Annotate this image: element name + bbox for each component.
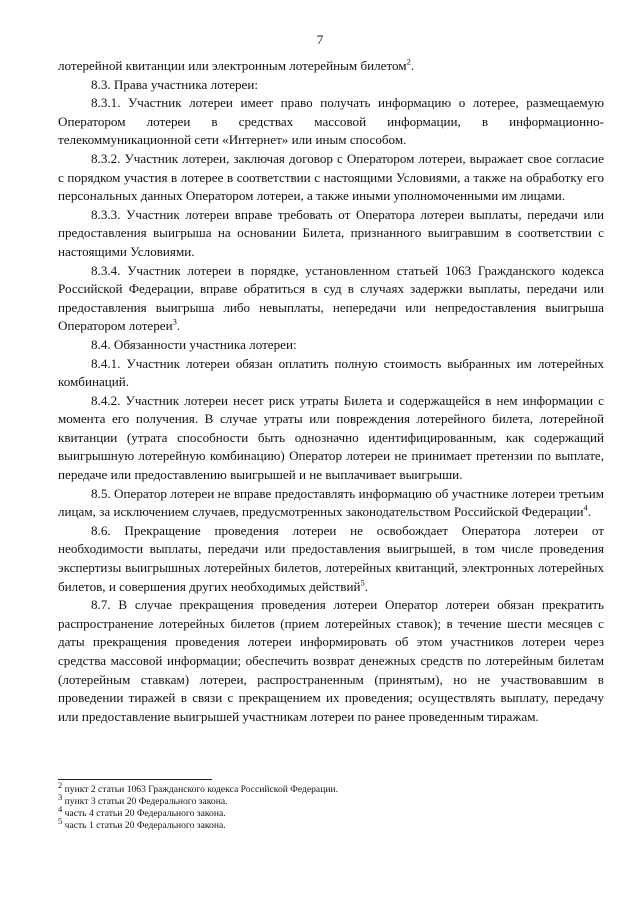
body-text (58, 57, 604, 726)
paragraph-8-5: 8.5. Оператор лотереи не вправе предоставлять информацию об участнике лотереи третьим лицам, за исключением случаев, предусмотренных законодательством Российской Федерации$^4$. (58, 485, 604, 520)
footnote-ref: 3 (172, 316, 177, 327)
paragraph-8-7: 8.7. В случае прекращения проведения лотереи Оператор лотереи обязан прекратить распространение лотерейных билетов (прием лотерейных ставок); в течение шести месяцев с даты прекращения проведения лотереи информировать об этом участников лотереи через средства массовой информации; обеспечить возврат денежных средств по лотерейным билетам (лотерейным ставкам) лотереи, распространенным (принятым), но не участвовавшим в проведении тиражей в связи с прекращением их проведения; осуществлять выплату, передачу или предоставление выигрышей участникам лотереи по ранее проведенным тиражам. (58, 597, 604, 724)
footnote-ref: 4 (583, 502, 588, 513)
footnote-ref: 2 (406, 56, 411, 67)
paragraph-8-3-1: 8.3.1. Участник лотереи имеет право получать информацию о лотерее, размещаемую Оператором лотереи в средствах массовой информации, в информационно-телекоммуникационной сети «Интернет» или иным способом. (58, 95, 604, 148)
paragraph-8-3-4: 8.3.4. Участник лотереи в порядке, установленном статьей 1063 Гражданского кодекса Российской Федерации, вправе обратиться в суд в случаях задержки выплаты, передачи или предоставления выигрыша либо невыплаты, непередачи или непредоставления выигрыша Оператором лотереи$^3$. (58, 262, 604, 334)
footnote: $^2$ пункт 2 статьи 1063 Гражданского кодекса Российской Федерации. (58, 779, 338, 795)
footnote-ref: 5 (360, 577, 365, 588)
paragraph-8-6: 8.6. Прекращение проведения лотереи не освобождает Оператора лотереи от необходимости выплаты, передачи или предоставления выигрышей, в том числе проведения экспертизы выигрышных лотерейных билетов, лотерейных квитанций, электронных лотерейных билетов, и совершения других необходимых действий$^5$. (58, 522, 604, 594)
footnote-divider (58, 779, 212, 780)
footnote: $^4$ часть 4 статьи 20 Федерального закона. (58, 803, 226, 819)
footnotes (58, 779, 604, 832)
paragraph-continuation: лотерейной квитанции или электронным лотерейным билетом$^2$. (58, 56, 415, 73)
paragraph-8-3-3: 8.3.3. Участник лотереи вправе требовать от Оператора лотереи выплаты, передачи или предоставления выигрыша на основании Билета, признанного выигравшим в соответствии с настоящими Условиями. (58, 206, 604, 259)
paragraph-8-4-2: 8.4.2. Участник лотереи несет риск утраты Билета и содержащейся в нем информации с момента его получения. В случае утраты или повреждения лотерейного билета, лотерейной квитанции (утрата способности быть однозначно идентифицированным, как содержащий выигрышную лотерейную комбинацию) Оператор лотереи не принимает претензии по выплате, передаче или предоставлению выигрышей и не выплачивает выигрыши. (58, 392, 604, 483)
section-heading-8-4: 8.4. Обязанности участника лотереи: (91, 336, 297, 352)
footnote: $^3$ пункт 3 статьи 20 Федерального закона. (58, 791, 228, 807)
section-heading-8-3: 8.3. Права участника лотереи: (91, 76, 259, 92)
footnote: $^5$ часть 1 статьи 20 Федерального закона. (58, 815, 226, 831)
paragraph-8-4-1: 8.4.1. Участник лотереи обязан оплатить полную стоимость выбранных им лотерейных комбинаций. (58, 355, 604, 390)
page-number: 7 (316, 32, 324, 47)
paragraph-8-3-2: 8.3.2. Участник лотереи, заключая договор с Оператором лотереи, выражает свое согласие с порядком участия в лотерее в соответствии с настоящими Условиями, а также на обработку его персональных данных Оператором лотереи, а также иными уполномоченными им лицами. (58, 150, 604, 204)
